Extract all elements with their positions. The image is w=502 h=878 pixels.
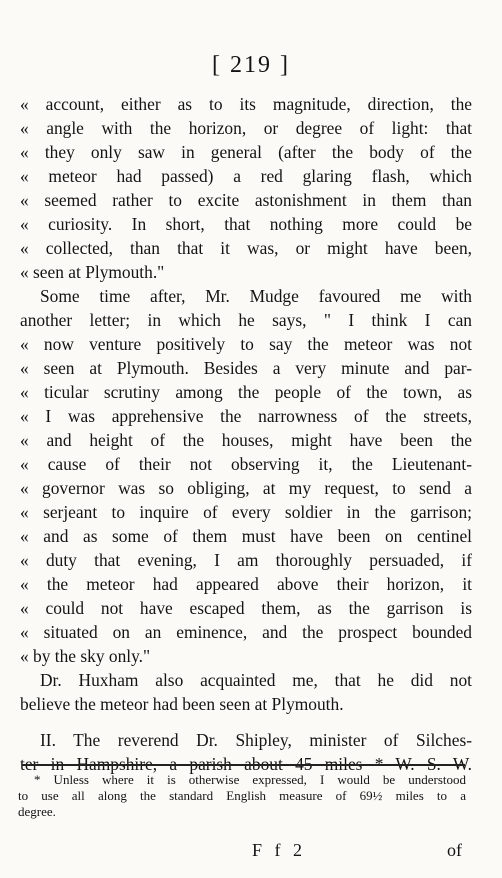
text-line: « seen at Plymouth." bbox=[20, 262, 165, 282]
text-line: « account, either as to its magnitude, direction, the bbox=[20, 94, 472, 114]
text-line: « serjeant to inquire of every soldier in the garrison; bbox=[20, 502, 472, 522]
text-line: Some time after, Mr. Mudge favoured me with bbox=[40, 286, 472, 306]
text-line: « now venture positively to say the meteor was not bbox=[20, 334, 472, 354]
text-line: Dr. Huxham also acquainted me, that he did not bbox=[40, 670, 472, 690]
text-line: « by the sky only." bbox=[20, 646, 151, 666]
text-line: « and as some of them must have been on centinel bbox=[20, 526, 472, 546]
text-line: « could not have escaped them, as the garrison is bbox=[20, 598, 472, 618]
footnote-line: * Unless where it is otherwise expressed, I would be understood bbox=[34, 772, 466, 787]
text-line: « situated on an eminence, and the prospect bounded bbox=[20, 622, 472, 642]
text-line: « I was apprehensive the narrowness of the streets, bbox=[20, 406, 472, 426]
footnote bbox=[18, 772, 466, 820]
text-line: « seemed rather to excite astonishment in them than bbox=[20, 190, 472, 210]
text-line: « curiosity. In short, that nothing more could be bbox=[20, 214, 472, 234]
text-line: « ticular scrutiny among the people of the town, as bbox=[20, 382, 472, 402]
section-line: II. The reverend Dr. Shipley, minister of Silches- bbox=[40, 730, 472, 750]
text-line: « seen at Plymouth. Besides a very minute and par- bbox=[20, 358, 472, 378]
footnote-line: degree. bbox=[18, 804, 56, 819]
text-line: « duty that evening, I am thoroughly persuaded, if bbox=[20, 550, 472, 570]
text-line: « the meteor had appeared above their horizon, it bbox=[20, 574, 472, 594]
catchword: of bbox=[447, 840, 462, 860]
section-line: ter in Hampshire, a parish about 45 miles * W. S. W. bbox=[20, 754, 472, 774]
text-line: « meteor had passed) a red glaring flash, which bbox=[20, 166, 472, 186]
text-line: « governor was so obliging, at my request, to send a bbox=[20, 478, 472, 498]
text-line: believe the meteor had been seen at Plymouth. bbox=[20, 694, 344, 714]
footnote-rule bbox=[22, 764, 465, 766]
page-number: [ 219 ] bbox=[212, 52, 290, 78]
footnote-line: to use all along the standard English measure of 69½ miles to a bbox=[18, 788, 466, 803]
main-text bbox=[20, 92, 472, 776]
text-line: « cause of their not observing it, the Lieutenant- bbox=[20, 454, 472, 474]
text-line: « collected, than that it was, or might have been, bbox=[20, 238, 472, 258]
text-line: « angle with the horizon, or degree of light: that bbox=[20, 118, 472, 138]
signature-mark: F f 2 bbox=[252, 840, 307, 860]
text-line: « and height of the houses, might have been the bbox=[20, 430, 472, 450]
text-line: another letter; in which he says, " I think I can bbox=[20, 310, 472, 330]
text-line: « they only saw in general (after the body of the bbox=[20, 142, 472, 162]
